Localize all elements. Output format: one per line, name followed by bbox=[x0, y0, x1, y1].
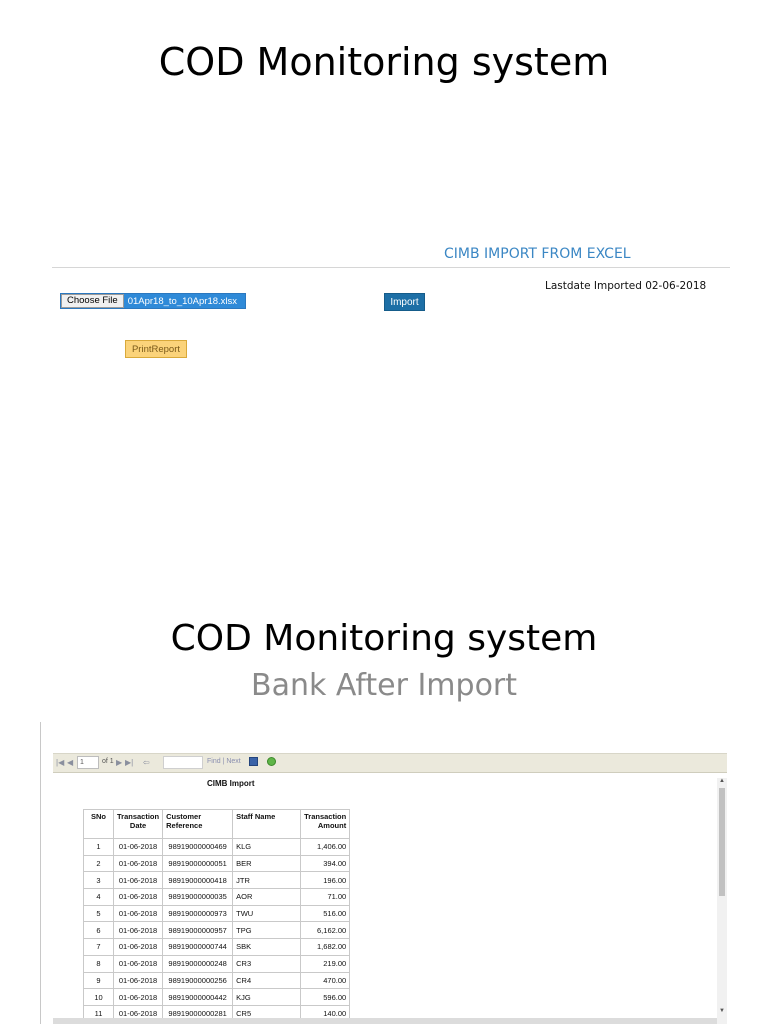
cell-sno: 8 bbox=[84, 955, 114, 972]
cell-transaction-amount: 1,682.00 bbox=[301, 939, 350, 956]
cell-customer-reference: 98919000000248 bbox=[163, 955, 233, 972]
cell-transaction-amount: 196.00 bbox=[301, 872, 350, 889]
first-page-icon[interactable]: |◀ bbox=[56, 758, 65, 767]
cell-transaction-date: 01-06-2018 bbox=[114, 939, 163, 956]
cell-customer-reference: 98919000000035 bbox=[163, 889, 233, 906]
cell-staff-name: TWU bbox=[233, 905, 301, 922]
cell-staff-name: CR3 bbox=[233, 955, 301, 972]
cell-customer-reference: 98919000000469 bbox=[163, 839, 233, 856]
find-input[interactable] bbox=[163, 756, 203, 769]
last-import-date-label: Lastdate Imported 02-06-2018 bbox=[545, 280, 707, 292]
divider bbox=[52, 267, 730, 268]
page-count-label: of 1 bbox=[102, 758, 114, 765]
cell-sno: 5 bbox=[84, 905, 114, 922]
next-page-icon[interactable]: ▶ bbox=[116, 758, 123, 767]
slide-title-2: COD Monitoring system bbox=[170, 618, 598, 659]
cell-customer-reference: 98919000000281 bbox=[163, 1005, 233, 1022]
cell-sno: 4 bbox=[84, 889, 114, 906]
cell-staff-name: SBK bbox=[233, 939, 301, 956]
slide-subtitle: Bank After Import bbox=[250, 668, 518, 703]
col-header-customer-reference: Customer Reference bbox=[163, 810, 233, 839]
table-header-row bbox=[84, 810, 350, 839]
cell-transaction-date: 01-06-2018 bbox=[114, 1005, 163, 1022]
cell-transaction-date: 01-06-2018 bbox=[114, 855, 163, 872]
report-viewer bbox=[40, 722, 728, 1024]
selected-file-name: 01Apr18_to_10Apr18.xlsx bbox=[127, 295, 238, 307]
report-toolbar bbox=[53, 753, 727, 773]
cell-transaction-date: 01-06-2018 bbox=[114, 905, 163, 922]
cell-sno: 7 bbox=[84, 939, 114, 956]
find-next-link[interactable]: Find | Next bbox=[207, 758, 241, 765]
cell-staff-name: TPG bbox=[233, 922, 301, 939]
cell-customer-reference: 98919000000957 bbox=[163, 922, 233, 939]
report-table-body bbox=[84, 839, 350, 1023]
slide-title: COD Monitoring system bbox=[158, 40, 610, 84]
back-icon[interactable]: ⇦ bbox=[143, 758, 150, 767]
table-row bbox=[84, 889, 350, 906]
print-report-button[interactable]: PrintReport bbox=[125, 340, 187, 358]
report-title: CIMB Import bbox=[207, 779, 255, 788]
cell-customer-reference: 98919000000973 bbox=[163, 905, 233, 922]
horizontal-scrollbar[interactable] bbox=[53, 1018, 717, 1024]
cell-sno: 2 bbox=[84, 855, 114, 872]
cell-staff-name: AOR bbox=[233, 889, 301, 906]
cell-customer-reference: 98919000000442 bbox=[163, 989, 233, 1006]
cell-transaction-amount: 516.00 bbox=[301, 905, 350, 922]
page-number-input[interactable]: 1 bbox=[77, 756, 99, 769]
refresh-icon[interactable] bbox=[267, 757, 276, 766]
cell-staff-name: BER bbox=[233, 855, 301, 872]
table-row bbox=[84, 939, 350, 956]
table-row bbox=[84, 872, 350, 889]
col-header-sno: SNo bbox=[84, 810, 114, 839]
col-header-staff-name: Staff Name bbox=[233, 810, 301, 839]
scroll-up-icon[interactable]: ▲ bbox=[719, 778, 725, 784]
import-heading: CIMB IMPORT FROM EXCEL bbox=[444, 246, 631, 262]
cell-transaction-date: 01-06-2018 bbox=[114, 972, 163, 989]
table-row bbox=[84, 989, 350, 1006]
cell-sno: 10 bbox=[84, 989, 114, 1006]
cell-transaction-date: 01-06-2018 bbox=[114, 889, 163, 906]
vertical-scrollbar[interactable] bbox=[717, 778, 727, 1024]
cell-transaction-amount: 470.00 bbox=[301, 972, 350, 989]
scroll-down-icon[interactable]: ▼ bbox=[719, 1008, 725, 1014]
report-table bbox=[83, 809, 350, 1023]
cell-customer-reference: 98919000000051 bbox=[163, 855, 233, 872]
cell-sno: 1 bbox=[84, 839, 114, 856]
cell-staff-name: KLG bbox=[233, 839, 301, 856]
file-input[interactable] bbox=[60, 293, 246, 309]
cell-staff-name: CR4 bbox=[233, 972, 301, 989]
cell-transaction-date: 01-06-2018 bbox=[114, 955, 163, 972]
cell-sno: 11 bbox=[84, 1005, 114, 1022]
cell-transaction-amount: 394.00 bbox=[301, 855, 350, 872]
cell-transaction-date: 01-06-2018 bbox=[114, 872, 163, 889]
table-row bbox=[84, 905, 350, 922]
cell-sno: 3 bbox=[84, 872, 114, 889]
cell-transaction-date: 01-06-2018 bbox=[114, 839, 163, 856]
cell-sno: 9 bbox=[84, 972, 114, 989]
table-row bbox=[84, 839, 350, 856]
table-row bbox=[84, 922, 350, 939]
cell-staff-name: JTR bbox=[233, 872, 301, 889]
col-header-transaction-date: Transaction Date bbox=[114, 810, 163, 839]
cell-transaction-amount: 219.00 bbox=[301, 955, 350, 972]
cell-transaction-amount: 6,162.00 bbox=[301, 922, 350, 939]
choose-file-button[interactable]: Choose File bbox=[61, 294, 124, 308]
last-page-icon[interactable]: ▶| bbox=[125, 758, 134, 767]
col-header-transaction-amount: Transaction Amount bbox=[301, 810, 350, 839]
cell-transaction-amount: 140.00 bbox=[301, 1005, 350, 1022]
cell-customer-reference: 98919000000418 bbox=[163, 872, 233, 889]
cell-customer-reference: 98919000000744 bbox=[163, 939, 233, 956]
cell-transaction-amount: 1,406.00 bbox=[301, 839, 350, 856]
cell-transaction-date: 01-06-2018 bbox=[114, 922, 163, 939]
prev-page-icon[interactable]: ◀ bbox=[67, 758, 74, 767]
cell-transaction-amount: 596.00 bbox=[301, 989, 350, 1006]
export-save-icon[interactable] bbox=[249, 757, 258, 766]
cell-staff-name: KJG bbox=[233, 989, 301, 1006]
table-row bbox=[84, 972, 350, 989]
import-button[interactable]: Import bbox=[384, 293, 425, 311]
table-row bbox=[84, 855, 350, 872]
cell-staff-name: CR5 bbox=[233, 1005, 301, 1022]
cell-transaction-date: 01-06-2018 bbox=[114, 989, 163, 1006]
cell-sno: 6 bbox=[84, 922, 114, 939]
cell-customer-reference: 98919000000256 bbox=[163, 972, 233, 989]
scrollbar-thumb[interactable] bbox=[719, 788, 725, 896]
table-row bbox=[84, 955, 350, 972]
cell-transaction-amount: 71.00 bbox=[301, 889, 350, 906]
